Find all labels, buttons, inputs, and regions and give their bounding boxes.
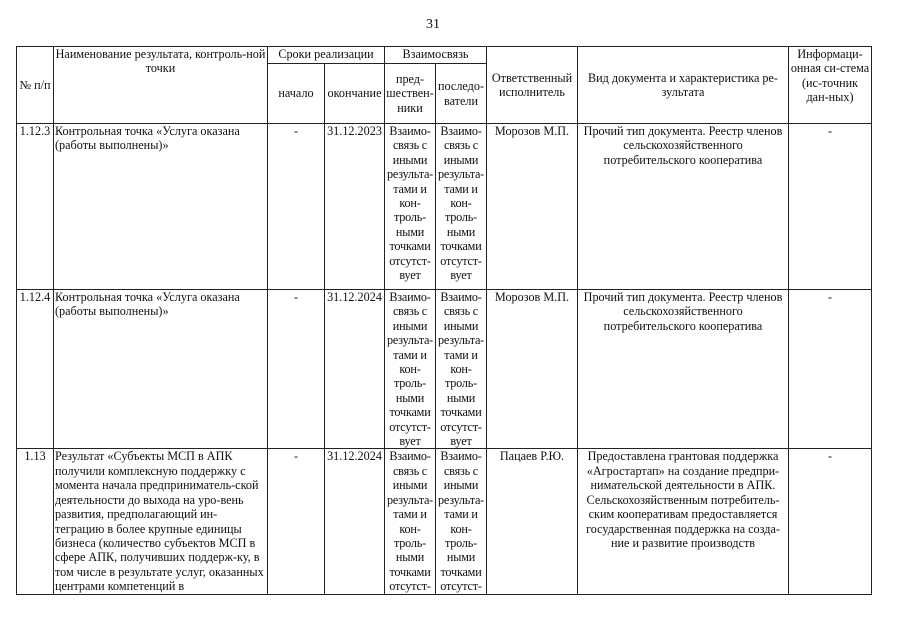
- row-num: 1.13: [17, 449, 54, 594]
- page-number: 31: [426, 17, 440, 32]
- header-doc-type: Вид документа и характеристика ре-зультата: [578, 47, 789, 124]
- row-responsible: Пацаев Р.Ю.: [487, 449, 578, 594]
- table-row: [17, 124, 872, 290]
- row-start: -: [268, 124, 325, 290]
- row-name: Результат «Субъекты МСП в АПК получили комплексную поддержку с момента начала предприниматель-ской деятельности до выхода на уро-вень развития, предполагающий ин-теграцию в более крупные единицы бизнеса (количество субъектов МСП в сфере АПК, получивших поддерж-ку, в том числе в результате услуг, оказанных центрами компетенций в: [54, 449, 268, 594]
- header-predecessors: пред-шествен-ники: [385, 64, 436, 124]
- row-name: Контрольная точка «Услуга оказана (работы выполнены)»: [54, 290, 268, 449]
- row-doc-type: Прочий тип документа. Реестр членов сельскохозяйственного потребительского кооператива: [578, 124, 789, 290]
- results-table: [16, 46, 872, 595]
- row-start: -: [268, 290, 325, 449]
- row-name: Контрольная точка «Услуга оказана (работы выполнены)»: [54, 124, 268, 290]
- header-num: № п/п: [17, 47, 54, 124]
- row-num: 1.12.3: [17, 124, 54, 290]
- row-doc-type: Предоставлена грантовая поддержка «Агростартап» на создание предпри-нимательской деятельности в АПК. Сельскохозяйственным потребитель-ским кооперативам предоставляется государственная поддержка на созда-ние и развитие производств: [578, 449, 789, 594]
- row-end: 31.12.2024: [325, 449, 385, 594]
- table-row: [17, 290, 872, 449]
- header-end: окончание: [325, 64, 385, 124]
- row-info-system: -: [789, 290, 872, 449]
- header-start: начало: [268, 64, 325, 124]
- table-row: [17, 449, 872, 594]
- header-successors: последо-ватели: [436, 64, 487, 124]
- row-end: 31.12.2023: [325, 124, 385, 290]
- header-info-system: Информаци-онная си-стема (ис-точник дан-ных): [789, 47, 872, 124]
- row-predecessors: Взаимо-связь с иными результа-тами и кон-троль-ными точками отсутст-вует: [385, 124, 436, 290]
- row-successors: Взаимо-связь с иными результа-тами и кон-троль-ными точками отсутст-вует: [436, 290, 487, 449]
- header-relation: Взаимосвязь: [385, 47, 487, 64]
- row-predecessors: Взаимо-связь с иными результа-тами и кон-троль-ными точками отсутст-вует: [385, 290, 436, 449]
- row-predecessors: Взаимо-связь с иными результа-тами и кон-троль-ными точками отсутст-: [385, 449, 436, 594]
- row-info-system: -: [789, 449, 872, 594]
- header-responsible: Ответственный исполнитель: [487, 47, 578, 124]
- row-doc-type: Прочий тип документа. Реестр членов сельскохозяйственного потребительского кооператива: [578, 290, 789, 449]
- row-successors: Взаимо-связь с иными результа-тами и кон-троль-ными точками отсутст-: [436, 449, 487, 594]
- row-end: 31.12.2024: [325, 290, 385, 449]
- header-name: Наименование результата, контроль-ной точки: [54, 47, 268, 124]
- row-start: -: [268, 449, 325, 594]
- row-responsible: Морозов М.П.: [487, 124, 578, 290]
- row-num: 1.12.4: [17, 290, 54, 449]
- row-responsible: Морозов М.П.: [487, 290, 578, 449]
- header-terms: Сроки реализации: [268, 47, 385, 64]
- row-info-system: -: [789, 124, 872, 290]
- row-successors: Взаимо-связь с иными результа-тами и кон-троль-ными точками отсутст-вует: [436, 124, 487, 290]
